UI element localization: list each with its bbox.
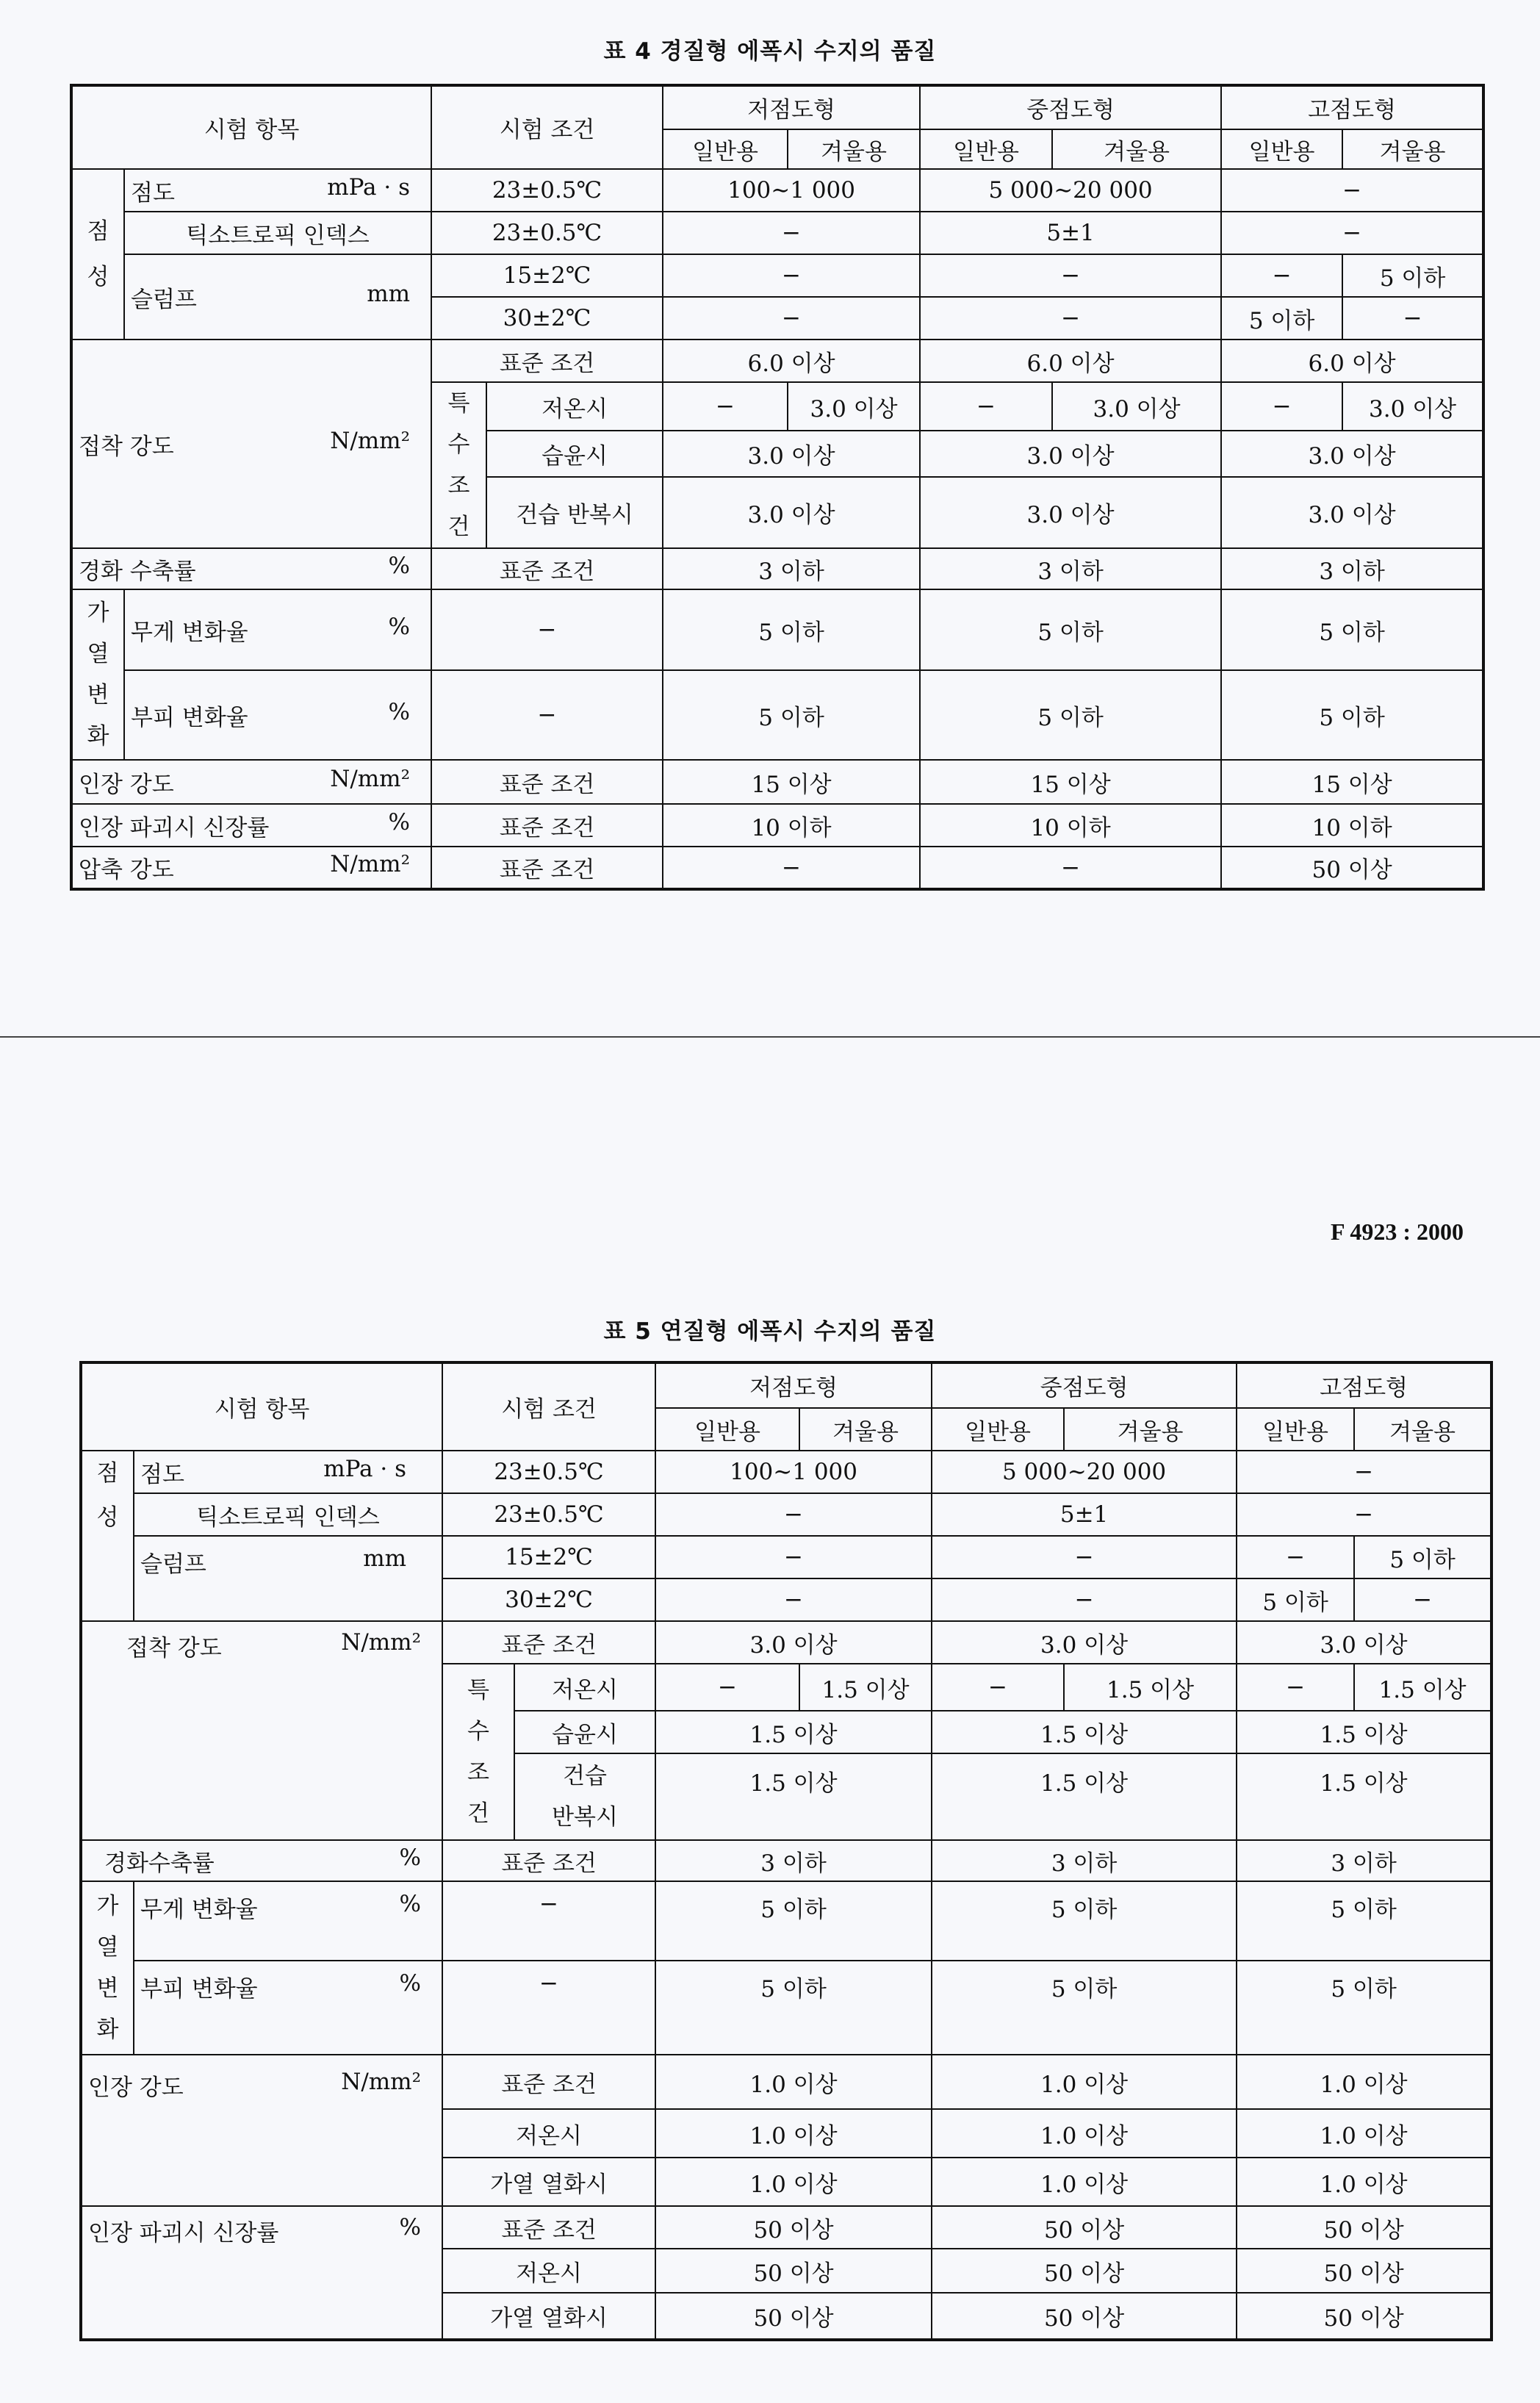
table5-group-viscosity xyxy=(81,1451,134,1621)
table5-header-condition: 시험 조건 xyxy=(442,1362,655,1451)
table5-adhesion-wet-low: 1.5 이상 xyxy=(655,1711,932,1753)
cond-line: 건습 xyxy=(563,1763,607,1789)
table5-adhesion-cycle-cond xyxy=(514,1753,655,1840)
table4-weight-mid: 5 이하 xyxy=(920,589,1221,670)
item-unit: % xyxy=(399,1891,422,1917)
table4-tensile-low: 15 이상 xyxy=(663,760,920,804)
table4-adhesion-cold-mid-winter: 3.0 이상 xyxy=(1052,382,1221,431)
table4-viscosity-label xyxy=(124,169,431,212)
table4-slump-high-winter: 5 이하 xyxy=(1342,254,1483,297)
group-char: 화 xyxy=(96,2016,119,2043)
item-name: 경화수축률 xyxy=(104,1850,215,1877)
table5-special-conditions xyxy=(442,1664,514,1840)
item-unit: % xyxy=(399,1844,422,1871)
group-char: 열 xyxy=(87,641,109,667)
table5-elongation-heat-cond: 가열 열화시 xyxy=(442,2293,655,2340)
table4-adhesion-cold-high-winter: 3.0 이상 xyxy=(1342,382,1483,431)
table4-header-winter: 겨울용 xyxy=(1342,129,1483,169)
table5-tensile-label xyxy=(81,2055,442,2206)
item-unit: % xyxy=(399,1970,422,1997)
table4-header-item: 시험 항목 xyxy=(71,85,431,169)
table4-elongation-label xyxy=(71,804,431,847)
group-char: 변 xyxy=(87,682,109,708)
table4-group-viscosity xyxy=(71,169,124,340)
table4-thixo-cond: 23±0.5℃ xyxy=(431,212,663,254)
table5-adhesion-cold-mid-general: − xyxy=(932,1664,1064,1711)
item-name: 슬럼프 xyxy=(131,286,197,313)
group-char: 조 xyxy=(447,473,470,499)
item-unit: % xyxy=(399,2214,422,2241)
table5-slump-mid: − xyxy=(932,1536,1237,1578)
table5-viscosity-label xyxy=(134,1451,442,1493)
table4-volume-label xyxy=(124,670,431,760)
table5-tensile-std-mid: 1.0 이상 xyxy=(932,2055,1237,2109)
table4-thixo-low: − xyxy=(663,212,920,254)
table4-viscosity-high: − xyxy=(1221,169,1483,212)
item-name: 부피 변화율 xyxy=(140,1976,258,2002)
group-char: 가 xyxy=(96,1893,119,1919)
table5-adhesion-std-cond: 표준 조건 xyxy=(442,1621,655,1664)
group-char: 수 xyxy=(467,1718,489,1745)
table4-elongation-high: 10 이하 xyxy=(1221,804,1483,847)
table5-elongation-std-high: 50 이상 xyxy=(1237,2206,1492,2249)
item-unit: mPa · s xyxy=(327,173,411,201)
item-unit: N/mm² xyxy=(330,851,411,877)
table5-slump-high-winter: − xyxy=(1354,1578,1492,1621)
table5-header-item: 시험 항목 xyxy=(81,1362,442,1451)
table4-compress-cond: 표준 조건 xyxy=(431,847,663,889)
table4-slump-mid: − xyxy=(920,254,1221,297)
table4-slump-cond: 30±2℃ xyxy=(431,297,663,340)
table5-slump-low: − xyxy=(655,1578,932,1621)
table5-header-winter: 겨울용 xyxy=(1354,1408,1492,1451)
table5-elongation-heat-low: 50 이상 xyxy=(655,2293,932,2340)
item-unit: N/mm² xyxy=(341,1629,422,1656)
table5-elongation-label xyxy=(81,2206,442,2340)
table5-header-general: 일반용 xyxy=(655,1408,799,1451)
table5-thixo-label: 틱소트로픽 인덱스 xyxy=(134,1493,442,1536)
group-char: 화 xyxy=(87,723,109,750)
table5-adhesion-cold-low-winter: 1.5 이상 xyxy=(799,1664,932,1711)
group-char: 특 xyxy=(447,390,470,417)
table5-weight-low: 5 이하 xyxy=(655,1881,932,1961)
table4-shrink-low: 3 이하 xyxy=(663,548,920,589)
table5-adhesion-label xyxy=(81,1621,442,1840)
table5-elongation-heat-mid: 50 이상 xyxy=(932,2293,1237,2340)
table5-slump-high-general: 5 이하 xyxy=(1237,1578,1354,1621)
table4-header-high-viscosity: 고점도형 xyxy=(1221,85,1483,129)
table4-adhesion-cycle-high: 3.0 이상 xyxy=(1221,477,1483,548)
table4-group-heat-change xyxy=(71,589,124,760)
table5-tensile-std-cond: 표준 조건 xyxy=(442,2055,655,2109)
table4-slump-low: − xyxy=(663,297,920,340)
table5-adhesion-cold-mid-winter: 1.5 이상 xyxy=(1064,1664,1237,1711)
table5-tensile-heat-high: 1.0 이상 xyxy=(1237,2158,1492,2206)
table4-compress-high: 50 이상 xyxy=(1221,847,1483,889)
table5-tensile-std-high: 1.0 이상 xyxy=(1237,2055,1492,2109)
table5-header-general: 일반용 xyxy=(932,1408,1064,1451)
table4-volume-high: 5 이하 xyxy=(1221,670,1483,760)
item-name: 인장 파괴시 신장률 xyxy=(88,2220,279,2246)
table4-adhesion-cold-mid-general: − xyxy=(920,382,1052,431)
table5-thixo-cond: 23±0.5℃ xyxy=(442,1493,655,1536)
table5-header-mid-viscosity: 중점도형 xyxy=(932,1362,1237,1408)
item-name: 인장 강도 xyxy=(88,2075,184,2101)
table5-tensile-std-low: 1.0 이상 xyxy=(655,2055,932,2109)
table5-adhesion-cycle-low: 1.5 이상 xyxy=(655,1753,932,1840)
table4-compress-low: − xyxy=(663,847,920,889)
table5-weight-label xyxy=(134,1881,442,1961)
table4-weight-high: 5 이하 xyxy=(1221,589,1483,670)
item-name: 부피 변화율 xyxy=(131,704,248,731)
table4-elongation-cond: 표준 조건 xyxy=(431,804,663,847)
table4-header-winter: 겨울용 xyxy=(788,129,920,169)
table4-viscosity-low: 100∼1 000 xyxy=(663,169,920,212)
table5-thixo-high: − xyxy=(1237,1493,1492,1536)
table5-elongation-heat-high: 50 이상 xyxy=(1237,2293,1492,2340)
table4-tensile-mid: 15 이상 xyxy=(920,760,1221,804)
table5-thixo-low: − xyxy=(655,1493,932,1536)
table4-adhesion-label xyxy=(71,340,431,548)
table4-viscosity-cond: 23±0.5℃ xyxy=(431,169,663,212)
table5-title: 표 5 연질형 에폭시 수지의 품질 xyxy=(603,1318,937,1345)
table5-header-winter: 겨울용 xyxy=(799,1408,932,1451)
table4-header-general: 일반용 xyxy=(663,129,788,169)
table5-volume-label xyxy=(134,1961,442,2055)
table5-header-winter: 겨울용 xyxy=(1064,1408,1237,1451)
table5-adhesion-cold-cond: 저온시 xyxy=(514,1664,655,1711)
table5-shrink-cond: 표준 조건 xyxy=(442,1840,655,1881)
table5-slump-low: − xyxy=(655,1536,932,1578)
table4-header-winter: 겨울용 xyxy=(1052,129,1221,169)
item-unit: mm xyxy=(363,1545,407,1572)
table5-elongation-std-cond: 표준 조건 xyxy=(442,2206,655,2249)
item-name: 점도 xyxy=(140,1461,184,1488)
table5-tensile-heat-cond: 가열 열화시 xyxy=(442,2158,655,2206)
table4-slump-label xyxy=(124,254,431,340)
table5-shrink-low: 3 이하 xyxy=(655,1840,932,1881)
table4-adhesion-wet-low: 3.0 이상 xyxy=(663,431,920,476)
table4-volume-mid: 5 이하 xyxy=(920,670,1221,760)
table5-adhesion-wet-mid: 1.5 이상 xyxy=(932,1711,1237,1753)
table5-adhesion-std-high: 3.0 이상 xyxy=(1237,1621,1492,1664)
page-divider xyxy=(0,1036,1540,1038)
item-name: 무게 변화율 xyxy=(131,619,248,646)
table4-tensile-high: 15 이상 xyxy=(1221,760,1483,804)
table5-volume-high: 5 이하 xyxy=(1237,1961,1492,2055)
item-name: 접착 강도 xyxy=(79,433,174,460)
table4-shrink-label xyxy=(71,548,431,589)
table4-adhesion-cycle-mid: 3.0 이상 xyxy=(920,477,1221,548)
item-unit: mm xyxy=(367,280,411,307)
table5-tensile-cold-cond: 저온시 xyxy=(442,2109,655,2158)
group-char: 건 xyxy=(447,514,470,540)
table4-header-general: 일반용 xyxy=(920,129,1052,169)
table5-viscosity-low: 100∼1 000 xyxy=(655,1451,932,1493)
table4-slump-high-winter: − xyxy=(1342,297,1483,340)
item-name: 인장 강도 xyxy=(79,771,174,798)
table4-shrink-mid: 3 이하 xyxy=(920,548,1221,589)
table4-adhesion-cycle-low: 3.0 이상 xyxy=(663,477,920,548)
table5-tensile-heat-mid: 1.0 이상 xyxy=(932,2158,1237,2206)
group-char: 건 xyxy=(467,1800,489,1827)
group-char: 특 xyxy=(467,1677,489,1703)
table4-slump-mid: − xyxy=(920,297,1221,340)
group-char: 점 xyxy=(87,218,109,245)
table5-elongation-cold-low: 50 이상 xyxy=(655,2249,932,2293)
table5-adhesion-wet-high: 1.5 이상 xyxy=(1237,1711,1492,1753)
item-name: 슬럼프 xyxy=(140,1551,206,1578)
table5 xyxy=(79,1361,1493,2341)
table5-viscosity-high: − xyxy=(1237,1451,1492,1493)
table4-header-condition: 시험 조건 xyxy=(431,85,663,169)
table4-adhesion-std-mid: 6.0 이상 xyxy=(920,340,1221,382)
group-char: 성 xyxy=(87,264,109,290)
item-name: 인장 파괴시 신장률 xyxy=(79,814,270,841)
table5-shrink-mid: 3 이하 xyxy=(932,1840,1237,1881)
table5-slump-cond: 30±2℃ xyxy=(442,1578,655,1621)
table4-adhesion-std-low: 6.0 이상 xyxy=(663,340,920,382)
table5-header-general: 일반용 xyxy=(1237,1408,1354,1451)
group-char: 변 xyxy=(96,1975,119,2002)
table5-volume-low: 5 이하 xyxy=(655,1961,932,2055)
table4-adhesion-wet-mid: 3.0 이상 xyxy=(920,431,1221,476)
table5-volume-cond: − xyxy=(442,1961,655,2055)
item-name: 압축 강도 xyxy=(79,857,174,883)
table4-title: 표 4 경질형 에폭시 수지의 품질 xyxy=(603,38,937,65)
table5-header-high-viscosity: 고점도형 xyxy=(1237,1362,1492,1408)
table5-viscosity-mid: 5 000∼20 000 xyxy=(932,1451,1237,1493)
table5-weight-high: 5 이하 xyxy=(1237,1881,1492,1961)
item-name: 점도 xyxy=(131,179,175,206)
item-unit: % xyxy=(388,698,411,725)
group-char: 수 xyxy=(447,431,470,458)
table5-weight-mid: 5 이하 xyxy=(932,1881,1237,1961)
table5-slump-label xyxy=(134,1536,442,1621)
table4-elongation-mid: 10 이하 xyxy=(920,804,1221,847)
table5-elongation-cold-high: 50 이상 xyxy=(1237,2249,1492,2293)
table4-slump-low: − xyxy=(663,254,920,297)
table4-volume-low: 5 이하 xyxy=(663,670,920,760)
table5-elongation-cold-cond: 저온시 xyxy=(442,2249,655,2293)
item-name: 무게 변화율 xyxy=(140,1897,258,1923)
table4-adhesion-cold-low-general: − xyxy=(663,382,788,431)
item-unit: % xyxy=(388,808,411,836)
group-char: 성 xyxy=(96,1504,119,1531)
table4-header-general: 일반용 xyxy=(1221,129,1342,169)
item-unit: mPa · s xyxy=(323,1455,407,1482)
table4-special-conditions xyxy=(431,382,486,548)
table5-adhesion-cycle-mid: 1.5 이상 xyxy=(932,1753,1237,1840)
table5-weight-cond: − xyxy=(442,1881,655,1961)
table5-adhesion-cold-high-general: − xyxy=(1237,1664,1354,1711)
table5-adhesion-std-mid: 3.0 이상 xyxy=(932,1621,1237,1664)
table5-tensile-cold-high: 1.0 이상 xyxy=(1237,2109,1492,2158)
group-char: 열 xyxy=(96,1934,119,1961)
table5-elongation-cold-mid: 50 이상 xyxy=(932,2249,1237,2293)
table4-adhesion-wet-cond: 습윤시 xyxy=(486,431,663,476)
item-unit: N/mm² xyxy=(330,765,411,792)
table5-adhesion-cold-high-winter: 1.5 이상 xyxy=(1354,1664,1492,1711)
table5-shrink-high: 3 이하 xyxy=(1237,1840,1492,1881)
table5-tensile-heat-low: 1.0 이상 xyxy=(655,2158,932,2206)
table4-slump-cond: 15±2℃ xyxy=(431,254,663,297)
table4-viscosity-mid: 5 000∼20 000 xyxy=(920,169,1221,212)
item-name: 접착 강도 xyxy=(126,1635,222,1662)
table4-adhesion-std-high: 6.0 이상 xyxy=(1221,340,1483,382)
table5-slump-high-winter: 5 이하 xyxy=(1354,1536,1492,1578)
table4-slump-high-general: 5 이하 xyxy=(1221,297,1342,340)
table4-weight-low: 5 이하 xyxy=(663,589,920,670)
item-unit: N/mm² xyxy=(341,2069,422,2095)
table5-adhesion-cold-low-general: − xyxy=(655,1664,799,1711)
table4-adhesion-cycle-cond: 건습 반복시 xyxy=(486,477,663,548)
table4-adhesion-cold-low-winter: 3.0 이상 xyxy=(788,382,920,431)
table5-elongation-std-low: 50 이상 xyxy=(655,2206,932,2249)
table4-thixo-mid: 5±1 xyxy=(920,212,1221,254)
table5-group-heat-change xyxy=(81,1881,134,2055)
item-unit: N/mm² xyxy=(330,427,411,454)
table4-tensile-cond: 표준 조건 xyxy=(431,760,663,804)
item-unit: % xyxy=(388,613,411,640)
table4-compress-mid: − xyxy=(920,847,1221,889)
table5-slump-mid: − xyxy=(932,1578,1237,1621)
table5-adhesion-wet-cond: 습윤시 xyxy=(514,1711,655,1753)
table4-tensile-label xyxy=(71,760,431,804)
table4-weight-label xyxy=(124,589,431,670)
table5-header-low-viscosity: 저점도형 xyxy=(655,1362,932,1408)
group-char: 조 xyxy=(467,1759,489,1786)
table4-weight-cond: − xyxy=(431,589,663,670)
table5-elongation-std-mid: 50 이상 xyxy=(932,2206,1237,2249)
table4-adhesion-cold-high-general: − xyxy=(1221,382,1342,431)
group-char: 점 xyxy=(96,1460,119,1487)
table5-tensile-cold-low: 1.0 이상 xyxy=(655,2109,932,2158)
table4-thixo-label: 틱소트로픽 인덱스 xyxy=(124,212,431,254)
table4-compress-label xyxy=(71,847,431,889)
table4-elongation-low: 10 이하 xyxy=(663,804,920,847)
table4-thixo-high: − xyxy=(1221,212,1483,254)
table4-shrink-high: 3 이하 xyxy=(1221,548,1483,589)
table4-adhesion-wet-high: 3.0 이상 xyxy=(1221,431,1483,476)
item-name: 경화 수축률 xyxy=(79,558,196,585)
table5-tensile-cold-mid: 1.0 이상 xyxy=(932,2109,1237,2158)
table4-volume-cond: − xyxy=(431,670,663,760)
table5-volume-mid: 5 이하 xyxy=(932,1961,1237,2055)
item-unit: % xyxy=(388,552,411,579)
table5-shrink-label xyxy=(81,1840,442,1881)
table5-slump-high-general: − xyxy=(1237,1536,1354,1578)
table5-thixo-mid: 5±1 xyxy=(932,1493,1237,1536)
table4-adhesion-cold-cond: 저온시 xyxy=(486,382,663,431)
table4-shrink-cond: 표준 조건 xyxy=(431,548,663,589)
cond-line: 반복시 xyxy=(552,1804,618,1831)
document-code: F 4923 : 2000 xyxy=(1330,1218,1464,1245)
table4-header-mid-viscosity: 중점도형 xyxy=(920,85,1221,129)
table5-slump-cond: 15±2℃ xyxy=(442,1536,655,1578)
group-char: 가 xyxy=(87,600,109,626)
table4-adhesion-std-cond: 표준 조건 xyxy=(431,340,663,382)
table4-header-low-viscosity: 저점도형 xyxy=(663,85,920,129)
table5-viscosity-cond: 23±0.5℃ xyxy=(442,1451,655,1493)
table5-adhesion-std-low: 3.0 이상 xyxy=(655,1621,932,1664)
table4 xyxy=(70,84,1485,891)
table5-adhesion-cycle-high: 1.5 이상 xyxy=(1237,1753,1492,1840)
table4-slump-high-general: − xyxy=(1221,254,1342,297)
